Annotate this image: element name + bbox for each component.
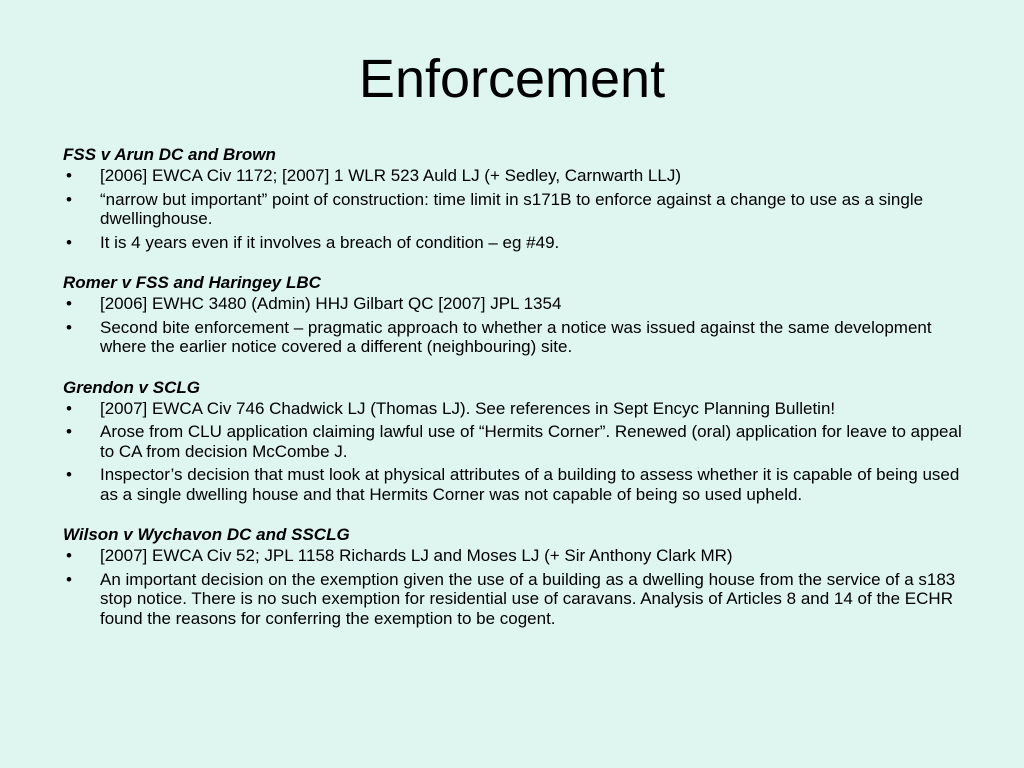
list-item xyxy=(63,546,973,566)
bullet-icon: • xyxy=(66,546,72,565)
list-item-text: [2007] EWCA Civ 746 Chadwick LJ (Thomas LJ). See references in Sept Encyc Planning Bulletin! xyxy=(100,398,836,418)
list-item-text: An important decision on the exemption given the use of a building as a dwelling house from the service of a s183 stop notice. There is no such exemption for residential use of caravans. Analysis of Articles 8 and 14 of the ECHR found the reasons for conferring the exemption to be cogent. xyxy=(100,569,956,628)
list-item xyxy=(63,465,973,504)
case-heading: Grendon v SCLG xyxy=(63,377,200,397)
bullet-icon: • xyxy=(66,317,72,337)
list-item xyxy=(63,570,973,629)
bullet-icon: • xyxy=(66,166,72,185)
list-item xyxy=(63,166,973,186)
list-item-text: Inspector’s decision that must look at physical attributes of a building to assess whether it is capable of being used as a single dwelling house and that Hermits Corner was not capable of being so used upheld. xyxy=(100,465,960,504)
bullet-icon: • xyxy=(66,422,72,441)
bullet-icon: • xyxy=(66,569,72,589)
case-points xyxy=(63,166,973,252)
case-section-arun xyxy=(63,144,973,252)
list-item-text: Second bite enforcement – pragmatic approach to whether a notice was issued against the same development where the earlier notice covered a different (neighbouring) site. xyxy=(100,317,932,356)
list-item-text: [2006] EWHC 3480 (Admin) HHJ Gilbart QC [2007] JPL 1354 xyxy=(100,294,562,313)
list-item-text: It is 4 years even if it involves a breach of condition – eg #49. xyxy=(100,232,560,252)
list-item xyxy=(63,399,973,419)
list-item-text: [2007] EWCA Civ 52; JPL 1158 Richards LJ and Moses LJ (+ Sir Anthony Clark MR) xyxy=(100,546,733,565)
list-item xyxy=(63,294,973,314)
bullet-icon: • xyxy=(66,465,72,484)
list-item xyxy=(63,318,973,357)
case-section-romer xyxy=(63,272,973,357)
bullet-icon: • xyxy=(66,398,72,418)
case-points xyxy=(63,399,973,505)
bullet-icon: • xyxy=(66,189,72,209)
slide-body xyxy=(63,144,973,648)
bullet-icon: • xyxy=(66,232,72,252)
list-item-text: Arose from CLU application claiming lawful use of “Hermits Corner”. Renewed (oral) application for leave to appeal to CA from decision McCombe J. xyxy=(100,422,962,461)
case-heading: Wilson v Wychavon DC and SSCLG xyxy=(63,525,350,544)
list-item xyxy=(63,422,973,461)
case-section-wilson xyxy=(63,524,973,628)
list-item xyxy=(63,190,973,229)
case-points xyxy=(63,546,973,628)
bullet-icon: • xyxy=(66,294,72,313)
case-section-grendon xyxy=(63,377,973,505)
case-heading: Romer v FSS and Haringey LBC xyxy=(63,273,321,292)
list-item-text: “narrow but important” point of construction: time limit in s171B to enforce against a change to use as a single dwellinghouse. xyxy=(100,189,924,228)
list-item xyxy=(63,233,973,253)
case-points xyxy=(63,294,973,357)
list-item-text: [2006] EWCA Civ 1172; [2007] 1 WLR 523 Auld LJ (+ Sedley, Carnwarth LLJ) xyxy=(100,166,681,185)
slide-title: Enforcement xyxy=(358,49,666,109)
case-heading: FSS v Arun DC and Brown xyxy=(63,145,276,164)
